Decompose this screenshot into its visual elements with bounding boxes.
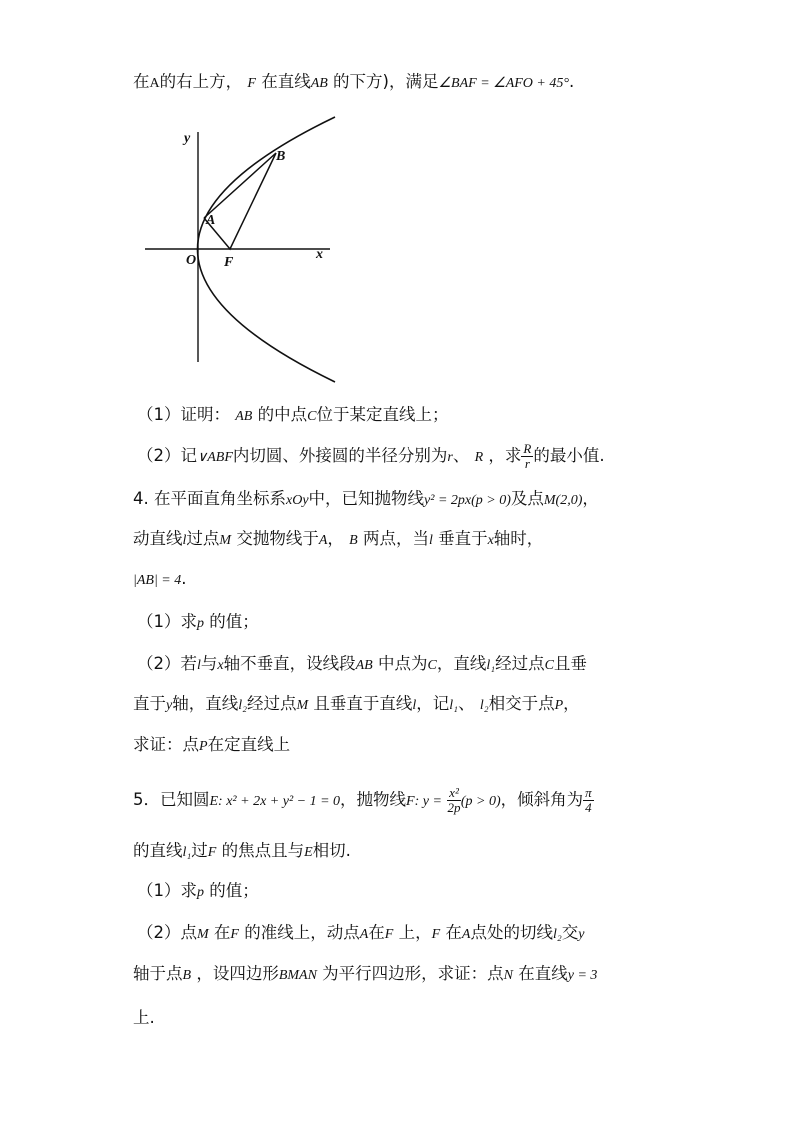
frac-den: 2p [447,800,461,815]
text: 在 [445,923,462,942]
text: 且垂直于直线 [313,694,413,713]
text: 的中点 [257,405,308,424]
fraction-R-over-r [521,442,533,471]
intro-line [133,70,574,96]
math-M: M [219,533,232,548]
parabola-figure [140,112,360,392]
text: 在 [368,923,385,942]
text: . [568,72,575,91]
fraction-x2-over-2p [447,786,461,815]
math-A: A [318,533,328,548]
math-l: l [197,658,201,673]
math-F: F [247,76,256,91]
math-P: P [199,739,208,754]
frac-num: π [585,785,592,800]
label-F: F [224,255,234,270]
math-line-eq: y = 3 [567,968,598,983]
text: 4. 在平面直角坐标系 [133,489,286,508]
text: 在直线 [261,72,311,91]
text: 及点 [510,489,544,508]
text: 位于某定直线上； [316,405,449,424]
math-point-M: M(2,0) [543,493,583,508]
math-E: E [304,845,313,860]
math-P: P [554,698,564,713]
text: 的值； [209,612,259,631]
label-O: O [186,253,197,268]
math-circle-eq: E: x² + 2x + y² − 1 = 0 [209,794,341,809]
math-M: M [197,927,209,942]
text: 的值； [209,881,259,900]
text: ，记 [416,694,450,713]
math-A: A [149,76,160,91]
text: 在 [213,923,231,942]
text: （1）求 [137,881,197,900]
q3-sub1 [137,403,448,429]
math-l: l [428,533,433,548]
q4-sub2-line2 [133,692,580,718]
math-B: B [349,533,358,548]
text: 、 [452,446,470,465]
text: 交抛物线于 [236,529,319,548]
text: ， [327,529,344,548]
math-l: l [412,698,417,713]
math-BMAN: BMAN [278,968,317,983]
text: 相交于点 [488,694,555,713]
math-l1: l₁ [486,658,496,673]
text: （2）记 [137,446,197,465]
math-x: x [487,533,494,548]
math-r: r [447,450,453,465]
math-C: C [544,658,554,673]
text: （2）点 [137,923,197,942]
text: 在定直线上 [207,735,291,754]
text: 轴于点 [133,964,183,983]
math-l: l [182,533,187,548]
math-parabola-eq: y² = 2px(p > 0) [424,493,511,508]
text: 且垂 [553,654,587,673]
text: 中点为 [377,654,428,673]
text: 交 [561,923,579,942]
math-M: M [296,698,309,713]
text: 过 [191,841,208,860]
text: ， [582,489,599,508]
q5-line2 [133,839,351,865]
math-angle-equation: ∠BAF = ∠AFO + 45° [438,76,569,91]
text: 的右上方， [159,72,243,91]
text: 的准线上，动点 [244,923,360,942]
label-x: x [316,247,323,262]
math-parabola-lhs: F: y = [406,794,442,809]
text: 、 [458,694,475,713]
math-C: C [307,409,317,424]
math-y: y [166,698,173,713]
text: 中，已知抛物线 [308,489,425,508]
text: 在直线 [518,964,568,983]
text: 垂直于 [438,529,488,548]
label-B: B [276,149,286,164]
text: （1）求 [137,612,197,631]
q4-sub1 [137,610,259,636]
q4-sub2-line3 [133,733,290,759]
math-AB: AB [310,76,328,91]
text: 内切圆、外接圆的半径分别为 [232,446,448,465]
text: 的焦点且与 [221,841,305,860]
text: 求证：点 [133,735,199,754]
math-y: y [578,927,585,942]
math-F: F [384,927,394,942]
q4-line1 [133,487,599,513]
math-triangle: ∨ABF [197,450,233,465]
q5-sub1 [137,879,259,905]
text: ，求 [488,446,522,465]
math-F: F [230,927,239,942]
label-A: A [206,213,216,228]
math-A: A [461,927,471,942]
q5-sub2-line2 [133,962,597,988]
text: 的下方)，满足 [333,72,439,91]
q4-line2 [133,527,543,553]
q5-line1 [133,786,594,815]
text: 两点，当 [362,529,429,548]
text: ，倾斜角为 [500,790,584,809]
text: （2）若 [137,654,197,673]
text: 与 [200,654,218,673]
text: 相切. [312,841,351,860]
text: ，设四边形 [196,964,279,983]
math-p: p [197,616,204,631]
text: . [181,569,187,588]
text: 动直线 [133,529,183,548]
q4-sub2-line1 [137,652,587,678]
math-x: x [217,658,224,673]
text: 5．已知圆 [133,790,210,809]
q5-sub2-line3 [133,1006,155,1030]
frac-den: r [524,456,530,471]
math-l1: l₁ [182,845,192,860]
frac-num: x² [449,785,459,800]
math-xOy: xOy [286,493,309,508]
q4-line3 [133,567,187,593]
math-condition: (p > 0) [460,794,501,809]
math-p: p [197,885,204,900]
text: 过点 [186,529,220,548]
text: 轴，直线 [172,694,239,713]
text: 经过点 [495,654,545,673]
text: 在 [133,72,150,91]
text: 点处的切线 [470,923,553,942]
math-l2: l₂ [552,927,562,942]
math-A: A [359,927,369,942]
label-y: y [184,131,191,146]
math-N: N [503,968,514,983]
text: （1）证明： [137,405,230,424]
text: 的直线 [133,841,183,860]
math-AB: AB [355,658,373,673]
frac-num: R [523,441,532,456]
q3-sub2 [137,442,605,471]
math-l2: l₂ [238,698,247,713]
math-F: F [207,845,217,860]
math-B: B [182,968,192,983]
text: 上. [133,1008,155,1027]
fraction-pi-over-4 [583,786,594,815]
text: 直于 [133,694,166,713]
math-C: C [427,658,437,673]
text: 轴时， [493,529,544,548]
text: 为平行四边形，求证：点 [322,964,504,983]
math-l1: l₁ [449,698,459,713]
text: ，直线 [436,654,487,673]
q5-sub2-line1 [137,921,584,947]
text: ， [563,694,580,713]
text: 上， [398,923,432,942]
text: 的最小值. [533,446,605,465]
text: 经过点 [246,694,297,713]
text: ，抛物线 [340,790,407,809]
math-AB-length: |AB| = 4 [133,573,182,588]
math-F: F [431,927,441,942]
math-AB: AB [235,409,253,424]
math-l2: l₂ [479,698,489,713]
text: 轴不垂直，设线段 [223,654,356,673]
frac-den: 4 [585,800,592,815]
math-R: R [474,450,484,465]
